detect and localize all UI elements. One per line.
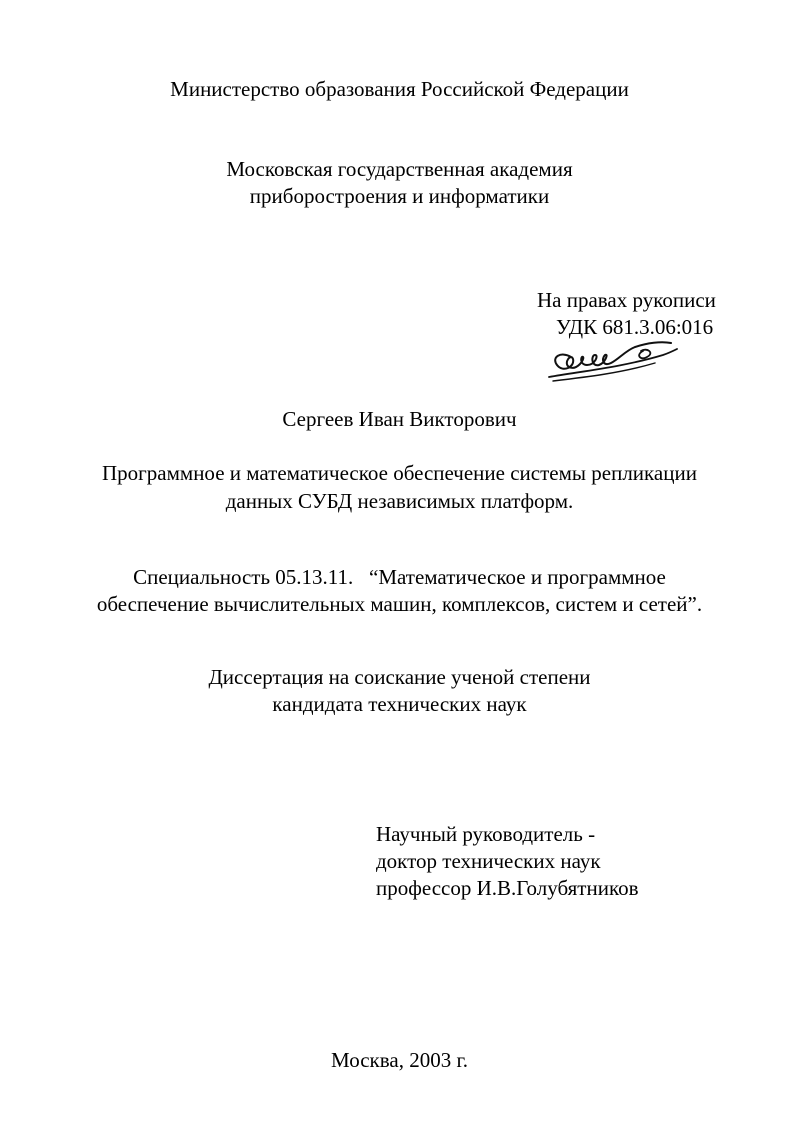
author-name: Сергеев Иван Викторович <box>282 407 517 431</box>
supervisor-name: профессор И.В.Голубятников <box>376 876 639 900</box>
author-signature <box>543 337 683 387</box>
supervisor-degree: доктор технических наук <box>376 849 601 873</box>
thesis-title-line1: Программное и математическое обеспечение системы репликации <box>102 461 697 485</box>
supervisor-role: Научный руководитель - <box>376 822 596 846</box>
city-year: Москва, 2003 г. <box>331 1048 468 1072</box>
dissertation-line2: кандидата технических наук <box>272 692 527 716</box>
specialty-line2: обеспечение вычислительных машин, комплексов, систем и сетей”. <box>96 592 703 616</box>
udc-code: УДК 681.3.06:016 <box>556 315 714 339</box>
academy-name-line2: приборостроения и информатики <box>249 184 550 208</box>
ministry-heading: Министерство образования Российской Федерации <box>170 77 629 101</box>
manuscript-rights: На правах рукописи <box>537 288 716 312</box>
specialty-line1: Специальность 05.13.11. “Математическое и программное <box>133 565 666 589</box>
academy-name-line1: Московская государственная академия <box>226 157 573 181</box>
dissertation-line1: Диссертация на соискание ученой степени <box>208 665 591 689</box>
thesis-title-line2: данных СУБД независимых платформ. <box>225 489 574 513</box>
